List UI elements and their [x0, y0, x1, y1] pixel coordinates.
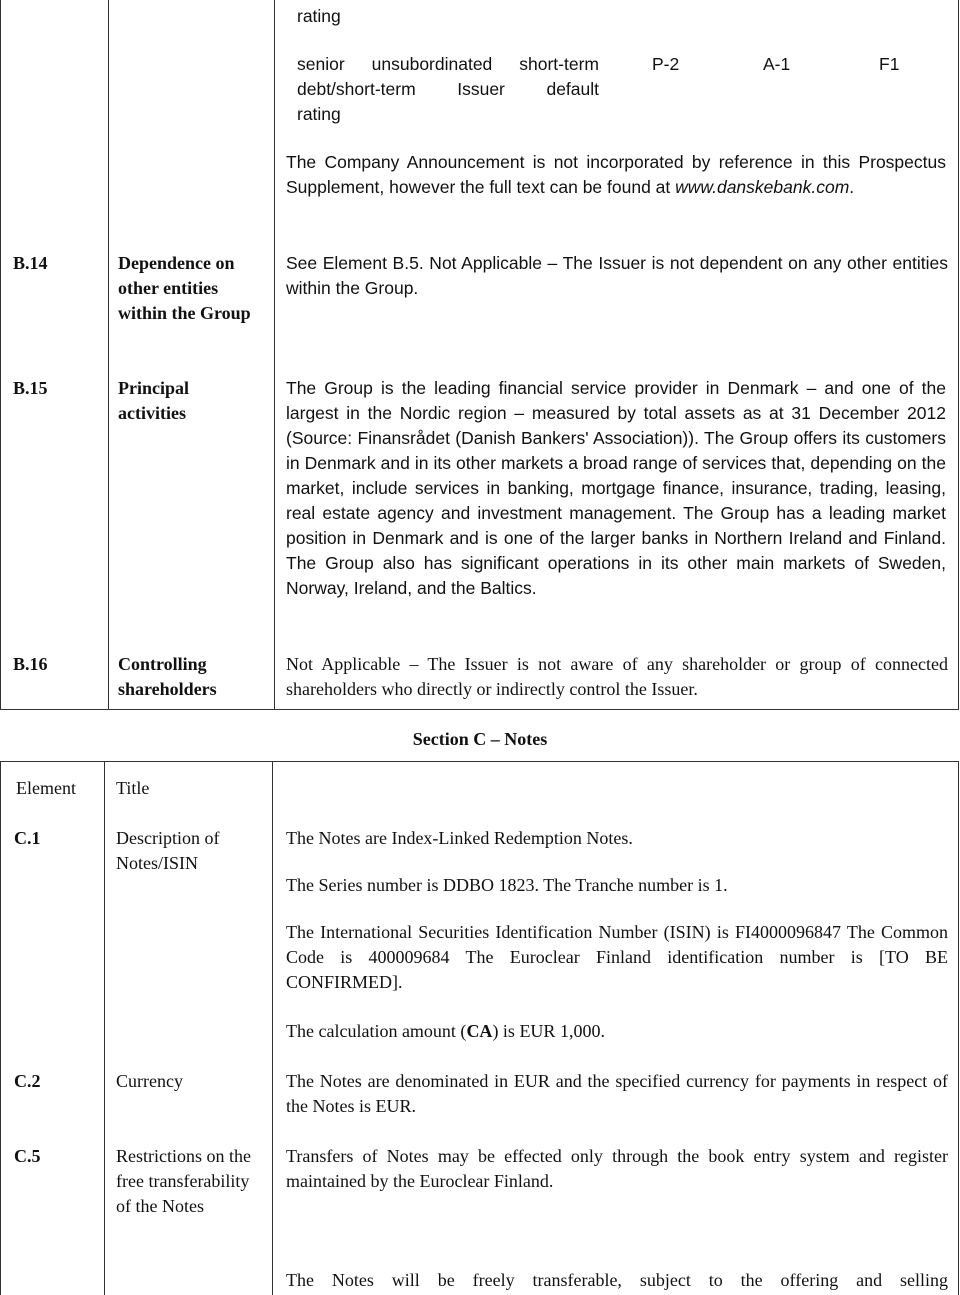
- table-border-left: [0, 0, 1, 710]
- senior-rating-label-line3: rating: [297, 104, 341, 124]
- announcement-url[interactable]: www.danskebank.com: [675, 177, 850, 197]
- text-b15: The Group is the leading financial service provider in Denmark – and one of the largest in the Nordic region – measured by total assets as at 31 December 2012 (Source: Finansrådet (Danish Bankers' Association)). The Group offers its customers in Denmark and in its other markets a broad range of services that, depending on the market, include services in banking, mortgage finance, insurance, trading, leasing, real estate agency and investment management. The Group has a leading market position in Denmark and is one of the larger banks in Northern Ireland and Finland. The Group also has significant operations in its other main markets of Sweden, Norway, Ireland, and the Baltics.: [286, 378, 946, 598]
- table-border-bottom: [0, 709, 959, 710]
- announcement-paragraph: [286, 150, 946, 200]
- text-b14: See Element B.5. Not Applicable – The Issuer is not dependent on any other entities within the Group.: [286, 253, 948, 298]
- element-b15: B.15: [13, 378, 48, 398]
- announcement-url-period: .: [849, 177, 855, 197]
- c5-paragraph-1: Transfers of Notes may be effected only through the book entry system and register maintained by the Euroclear Finland.: [286, 1146, 948, 1191]
- title-b15: Principal activities: [118, 378, 189, 423]
- table-border-right: [958, 0, 959, 710]
- calc-amount-prefix: The calculation amount (: [286, 1021, 467, 1041]
- calc-amount-abbrev: CA: [466, 1021, 493, 1041]
- header-element: Element: [16, 778, 76, 798]
- c1-paragraph-1: The Notes are Index-Linked Redemption Notes.: [286, 828, 633, 848]
- senior-rating-label-line1: senior unsubordinated short-term: [297, 54, 599, 74]
- c1-paragraph-2: The Series number is DDBO 1823. The Tranche number is 1.: [286, 875, 728, 895]
- title-b14: Dependence on other entities within the Group: [118, 253, 251, 323]
- c-table-border-top: [0, 761, 959, 762]
- moodys-rating-value: P-2: [652, 54, 680, 74]
- c-table-border-left: [0, 761, 1, 1295]
- c5-paragraph-2: The Notes will be freely transferable, subject to the offering and selling: [286, 1270, 948, 1290]
- c-table-border-col2: [272, 761, 273, 1295]
- table-border-col1: [108, 0, 109, 710]
- element-b14: B.14: [13, 253, 48, 273]
- senior-rating-label-line2: debt/short-term Issuer default: [297, 79, 599, 99]
- title-c1: Description of Notes/ISIN: [116, 828, 220, 873]
- text-b16: Not Applicable – The Issuer is not aware of any shareholder or group of connected shareholders who directly or indirectly control the Issuer.: [286, 654, 948, 699]
- c-table-border-right: [958, 761, 959, 1295]
- title-c5: Restrictions on the free transferability of the Notes: [116, 1146, 251, 1216]
- announcement-text: The Company Announcement is not incorporated by reference in this Prospectus Supplement, however the full text can be found at: [286, 152, 946, 197]
- element-c1: C.1: [14, 828, 41, 848]
- title-b16: Controlling shareholders: [118, 654, 217, 699]
- calc-amount-suffix: ) is EUR 1,000.: [492, 1021, 605, 1041]
- c-table-border-col1: [104, 761, 105, 1295]
- title-c2: Currency: [116, 1071, 183, 1091]
- rating-label: rating: [297, 6, 341, 26]
- c1-calculation-amount: [286, 1019, 948, 1044]
- c1-paragraph-isin: The International Securities Identification Number (ISIN) is FI4000096847 The Common Code is 400009684 The Euroclear Finland identification number is [TO BE CONFIRMED].: [286, 922, 948, 992]
- header-title: Title: [116, 778, 150, 798]
- sp-rating-value: A-1: [763, 54, 791, 74]
- c2-paragraph-1: The Notes are denominated in EUR and the specified currency for payments in respect of the Notes is EUR.: [286, 1071, 948, 1116]
- element-c2: C.2: [14, 1071, 41, 1091]
- fitch-rating-value: F1: [879, 54, 900, 74]
- table-border-col2: [274, 0, 275, 710]
- element-c5: C.5: [14, 1146, 41, 1166]
- section-c-heading: Section C – Notes: [412, 729, 548, 749]
- element-b16: B.16: [13, 654, 48, 674]
